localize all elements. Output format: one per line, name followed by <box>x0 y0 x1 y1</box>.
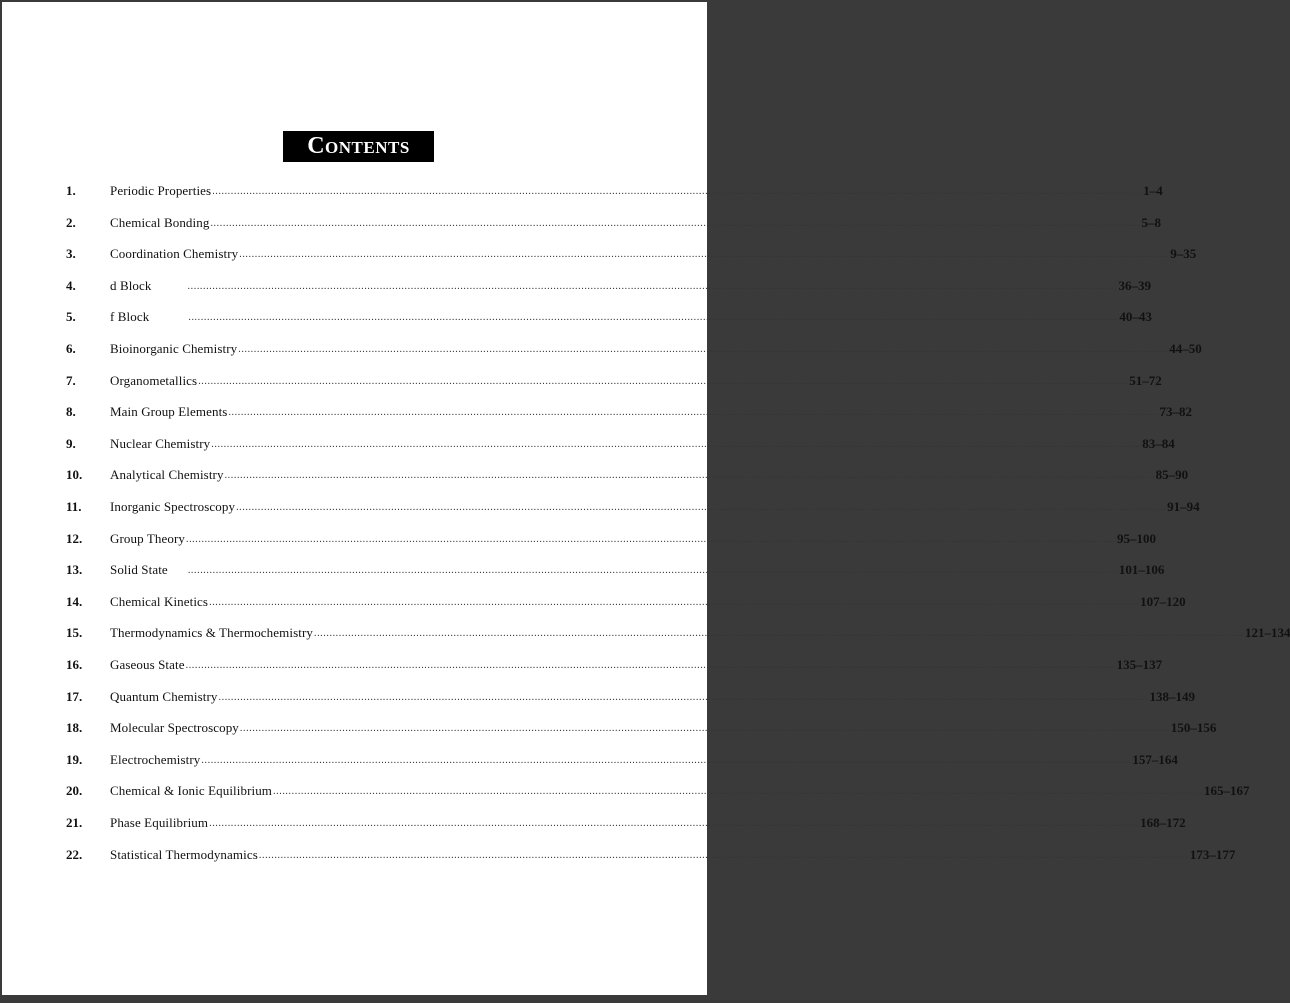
toc-dot-leader: ............................................................................................................................................................................................................................................................................................................ <box>273 786 1204 798</box>
toc-entry-title: Thermodynamics & Thermochemistry <box>110 625 313 641</box>
toc-entry-pages: 121–134 <box>1244 625 1290 641</box>
toc-entry-pages: 9–35 <box>1170 246 1197 262</box>
toc-entry-pages: 135–137 <box>1116 657 1163 672</box>
toc-dot-leader: ............................................................................................................................................................................................................................................................................................................ <box>313 628 1244 640</box>
toc-entry-line <box>110 467 1189 483</box>
toc-entry <box>2 212 1161 234</box>
toc-entry-line <box>110 562 1165 578</box>
toc-entry <box>2 654 1163 676</box>
toc-dot-leader: ............................................................................................................................................................................................................................................................................................................ <box>201 754 1132 766</box>
toc-entry-title: Coordination Chemistry <box>110 246 239 262</box>
toc-entry-title: Periodic Properties <box>110 183 212 198</box>
toc-entry-title: f Block <box>110 309 150 325</box>
toc-entry-number: 1. <box>66 183 76 198</box>
toc-dot-leader: ............................................................................................................................................................................................................................................................................................................ <box>224 470 1155 482</box>
toc-dot-leader: ............................................................................................................................................................................................................................................................................................................ <box>210 217 1141 229</box>
toc-entry <box>2 591 1186 613</box>
toc-entry <box>2 401 1192 423</box>
toc-entry-number: 20. <box>66 783 83 799</box>
toc-entry-line <box>110 214 1161 231</box>
toc-dot-leader: ............................................................................................................................................................................................................................................................................................................ <box>258 849 1189 861</box>
toc-entry-title: Main Group Elements <box>110 404 228 420</box>
toc-entry-pages: 40–43 <box>1119 309 1152 325</box>
toc-entry <box>2 622 1290 644</box>
toc-entry-number: 18. <box>66 720 83 736</box>
toc-entry <box>2 780 1250 802</box>
toc-entry-title: Chemical Kinetics <box>110 593 209 609</box>
toc-entry-title: Statistical Thermodynamics <box>110 846 258 862</box>
toc-entry-number: 22. <box>66 846 83 862</box>
toc-dot-leader: ............................................................................................................................................................................................................................................................................................................ <box>209 596 1140 608</box>
toc-entry <box>2 464 1189 486</box>
toc-entry-number: 11. <box>66 499 82 514</box>
toc-entry <box>2 370 1162 392</box>
toc-entry-pages: 157–164 <box>1132 751 1178 767</box>
toc-entry <box>2 306 1152 328</box>
toc-entry-title: Analytical Chemistry <box>110 467 224 483</box>
toc-entry-title: d Block <box>110 277 152 293</box>
toc-entry-pages: 5–8 <box>1141 214 1161 230</box>
toc-entry-number: 15. <box>66 625 83 641</box>
toc-entry-line <box>110 277 1152 294</box>
toc-entry-title: Nuclear Chemistry <box>110 435 211 451</box>
toc-dot-leader: ............................................................................................................................................................................................................................................................................................................ <box>187 280 1118 292</box>
toc-entry <box>2 433 1175 455</box>
toc-entry-title: Bioinorganic Chemistry <box>110 341 238 356</box>
toc-entry-number: 2. <box>66 214 76 230</box>
toc-entry-pages: 165–167 <box>1204 783 1250 799</box>
toc-dot-leader: ............................................................................................................................................................................................................................................................................................................ <box>185 660 1116 671</box>
toc-entry-pages: 36–39 <box>1118 277 1152 293</box>
toc-entry-line <box>110 246 1197 262</box>
toc-entry-line <box>110 688 1195 705</box>
toc-entry-title: Electrochemistry <box>110 751 201 767</box>
contents-heading: Contents <box>283 131 434 162</box>
toc-entry-pages: 91–94 <box>1167 499 1200 514</box>
document-page <box>2 2 1290 995</box>
toc-entry-pages: 85–90 <box>1155 467 1189 483</box>
toc-entry-pages: 73–82 <box>1159 404 1192 420</box>
toc-entry-title: Phase Equilibrium <box>110 815 209 830</box>
toc-entry-number: 16. <box>66 657 83 672</box>
toc-dot-leader: ............................................................................................................................................................................................................................................................................................................ <box>218 691 1149 703</box>
toc-entry <box>2 812 1186 834</box>
toc-entry-title: Chemical Bonding <box>110 214 210 230</box>
toc-entry-number: 13. <box>66 562 83 578</box>
toc-entry-number: 3. <box>66 246 76 262</box>
toc-entry-number: 10. <box>66 467 83 483</box>
toc-dot-leader: ............................................................................................................................................................................................................................................................................................................ <box>185 533 1116 545</box>
toc-entry-line <box>110 720 1217 736</box>
toc-entry-title: Chemical & Ionic Equilibrium <box>110 783 273 799</box>
toc-entry-number: 7. <box>66 372 76 388</box>
toc-entry-pages: 101–106 <box>1118 562 1165 578</box>
toc-entry-title: Inorganic Spectroscopy <box>110 499 236 514</box>
toc-entry-line <box>110 846 1236 863</box>
toc-entry-number: 8. <box>66 404 76 420</box>
toc-entry-pages: 44–50 <box>1169 341 1202 356</box>
toc-entry-number: 5. <box>66 309 76 325</box>
toc-entry-line <box>110 372 1162 389</box>
toc-entry-line <box>110 341 1202 357</box>
toc-entry-title: Solid State <box>110 562 168 578</box>
toc-entry <box>2 844 1236 866</box>
toc-entry-line <box>110 783 1250 799</box>
toc-entry-pages: 83–84 <box>1142 435 1175 451</box>
toc-dot-leader: ............................................................................................................................................................................................................................................................................................................ <box>239 723 1170 735</box>
toc-entry-title: Group Theory <box>110 530 185 546</box>
toc-entry-number: 19. <box>66 751 83 767</box>
toc-entry <box>2 717 1217 739</box>
toc-dot-leader: ............................................................................................................................................................................................................................................................................................................ <box>198 375 1129 387</box>
toc-entry-line <box>110 183 1163 199</box>
toc-entry <box>2 528 1156 550</box>
toc-entry <box>2 559 1165 581</box>
toc-entry-title: Gaseous State <box>110 657 185 672</box>
toc-entry-pages: 107–120 <box>1140 593 1186 609</box>
toc-entry <box>2 243 1197 265</box>
toc-entry-line <box>110 815 1186 831</box>
toc-entry <box>2 338 1202 360</box>
toc-entry-line <box>110 625 1290 641</box>
toc-entry-title: Molecular Spectroscopy <box>110 720 239 736</box>
toc-entry-pages: 168–172 <box>1140 815 1186 830</box>
toc-entry-line <box>110 404 1192 420</box>
toc-entry-title: Organometallics <box>110 372 198 388</box>
toc-entry <box>2 749 1178 771</box>
toc-dot-leader: ............................................................................................................................................................................................................................................................................................................ <box>187 565 1118 577</box>
toc-dot-leader: ............................................................................................................................................................................................................................................................................................................ <box>209 818 1140 829</box>
toc-entry-pages: 95–100 <box>1116 530 1156 546</box>
toc-entry-line <box>110 435 1175 452</box>
toc-entry-number: 14. <box>66 593 83 609</box>
toc-entry-pages: 1–4 <box>1143 183 1163 198</box>
toc-entry-line <box>110 593 1186 610</box>
toc-entry-number: 4. <box>66 277 76 293</box>
toc-dot-leader: ............................................................................................................................................................................................................................................................................................................ <box>212 186 1143 197</box>
toc-entry <box>2 496 1200 518</box>
toc-entry-number: 6. <box>66 341 76 356</box>
toc-dot-leader: ............................................................................................................................................................................................................................................................................................................ <box>238 344 1169 355</box>
toc-dot-leader: ............................................................................................................................................................................................................................................................................................................ <box>236 502 1167 513</box>
toc-entry-number: 9. <box>66 435 76 451</box>
toc-dot-leader: ............................................................................................................................................................................................................................................................................................................ <box>211 438 1142 450</box>
toc-entry-line <box>110 499 1200 515</box>
toc-entry <box>2 686 1195 708</box>
toc-entry-line <box>110 751 1178 768</box>
toc-entry-pages: 150–156 <box>1170 720 1217 736</box>
toc-entry <box>2 180 1163 202</box>
toc-dot-leader: ............................................................................................................................................................................................................................................................................................................ <box>239 249 1170 261</box>
toc-entry-title: Quantum Chemistry <box>110 688 218 704</box>
toc-dot-leader: ............................................................................................................................................................................................................................................................................................................ <box>188 312 1119 324</box>
toc-entry-number: 17. <box>66 688 83 704</box>
toc-entry-number: 12. <box>66 530 83 546</box>
toc-dot-leader: ............................................................................................................................................................................................................................................................................................................ <box>228 407 1159 419</box>
toc-entry-pages: 173–177 <box>1189 846 1236 862</box>
toc-entry-line <box>110 309 1152 325</box>
toc-entry <box>2 275 1152 297</box>
toc-entry-number: 21. <box>66 815 83 830</box>
toc-entry-pages: 51–72 <box>1129 372 1162 388</box>
toc-entry-line <box>110 530 1156 547</box>
toc-entry-line <box>110 657 1163 673</box>
toc-entry-pages: 138–149 <box>1149 688 1195 704</box>
